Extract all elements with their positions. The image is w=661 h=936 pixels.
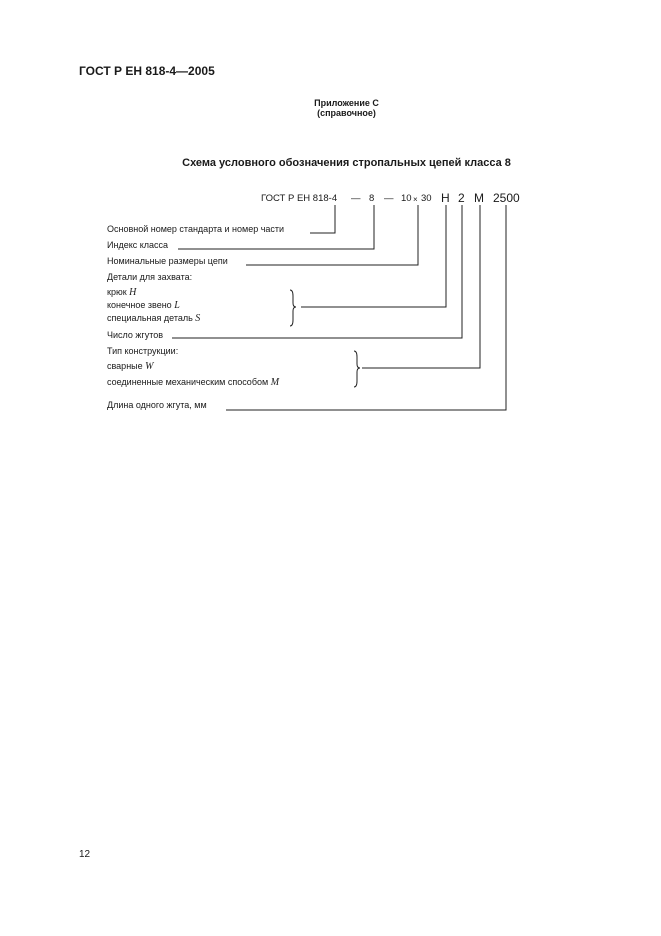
label-leg-length: Длина одного жгута, мм (107, 400, 207, 410)
brace-attachment (290, 290, 296, 326)
code-dash-1: — (351, 193, 361, 204)
label-standard-number: Основной номер стандарта и номер части (107, 224, 285, 234)
label-construction-heading: Тип конструкции: (107, 346, 179, 356)
leader-class (178, 205, 374, 249)
code-construction: М (474, 191, 484, 205)
appendix-subtitle: (справочное) (317, 108, 376, 118)
var-end-link: L (174, 300, 180, 311)
label-welded: сварные W (107, 361, 154, 372)
code-dash-2: — (384, 193, 394, 204)
var-special: S (195, 313, 201, 324)
document-header: ГОСТ Р ЕН 818-4—2005 (79, 64, 215, 78)
label-mechanical: соединенные механическим способом М (107, 377, 280, 388)
page-number: 12 (79, 849, 91, 860)
label-class-index: Индекс класса (107, 240, 169, 250)
code-times: × (413, 195, 418, 204)
leader-standard (310, 205, 335, 233)
var-hook: Н (129, 287, 137, 298)
code-legs: 2 (458, 191, 465, 205)
code-attachment: Н (441, 191, 450, 205)
scheme-title: Схема условного обозначения стропальных цепей класса 8 (182, 157, 511, 169)
label-hook: крюк Н (107, 287, 137, 298)
var-welded: W (145, 361, 154, 372)
label-end-link: конечное звено L (107, 300, 180, 311)
code-size-a: 10 (401, 193, 412, 204)
code-standard: ГОСТ Р ЕН 818-4 (261, 193, 338, 204)
code-size-b: 30 (421, 193, 432, 204)
code-length: 2500 (493, 191, 520, 205)
appendix-title: Приложение С (314, 98, 379, 108)
brace-construction (354, 351, 360, 387)
label-attachment-heading: Детали для захвата: (107, 272, 193, 282)
var-mechanical: М (270, 377, 280, 388)
label-special: специальная деталь S (107, 313, 201, 324)
label-nominal-size: Номинальные размеры цепи (107, 256, 228, 266)
leader-size (246, 205, 418, 265)
code-class: 8 (369, 193, 375, 204)
label-legs-count: Число жгутов (107, 330, 163, 340)
